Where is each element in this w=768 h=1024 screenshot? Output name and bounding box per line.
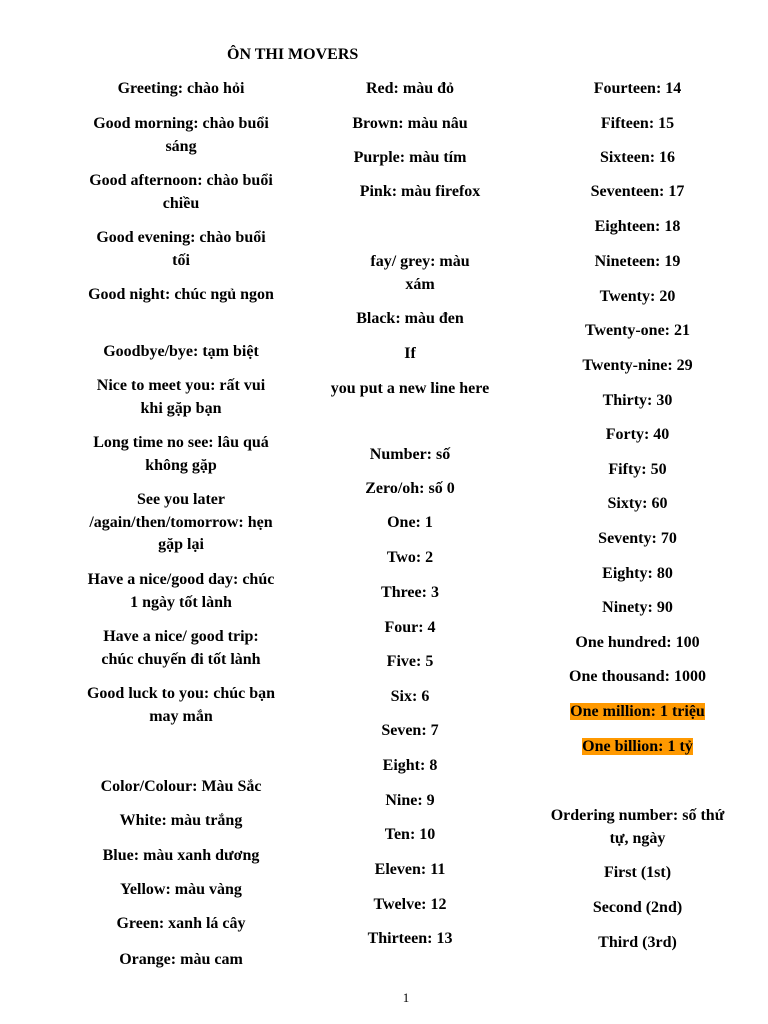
vocab-entry: Pink: màu firefox — [359, 183, 481, 200]
vocab-entry: Orange: màu cam — [119, 951, 243, 968]
vocab-entry: Sixteen: 16 — [599, 149, 676, 166]
vocab-entry: Fifty: 50 — [608, 461, 667, 478]
vocab-entry: Fourteen: 14 — [593, 80, 682, 97]
vocab-entry: Forty: 40 — [605, 426, 670, 443]
vocab-entry: One hundred: 100 — [575, 634, 700, 651]
vocab-entry: Seventeen: 17 — [590, 183, 685, 200]
vocab-entry: Four: 4 — [384, 619, 436, 636]
vocab-entry: Good morning: chào buổi sáng — [93, 115, 269, 155]
vocab-entry: Ninety: 90 — [602, 599, 673, 616]
page-title: ÔN THI MOVERS — [227, 46, 359, 63]
vocab-entry: Blue: màu xanh dương — [102, 847, 260, 864]
numbers-ordinals-column — [545, 78, 730, 978]
vocab-entry: Goodbye/bye: tạm biệt — [103, 343, 259, 360]
vocab-entry: Have a nice/good day: chúc 1 ngày tốt lành — [87, 571, 275, 611]
vocab-entry: Sixty: 60 — [607, 495, 668, 512]
vocab-entry: Fifteen: 15 — [600, 115, 675, 132]
vocab-entry: Eight: 8 — [382, 757, 438, 774]
vocab-entry-highlighted — [545, 736, 730, 759]
vocab-entry: Thirteen: 13 — [367, 930, 453, 947]
vocab-entry: you put a new line here — [330, 380, 490, 397]
vocab-entry: Twenty-one: 21 — [584, 322, 691, 339]
vocab-entry: Five: 5 — [386, 653, 434, 670]
vocab-entry: Six: 6 — [390, 688, 430, 705]
vocab-entry: Zero/oh: số 0 — [365, 480, 455, 497]
vocab-entry: See you later /again/then/tomorrow: hẹn gặp lại — [89, 491, 273, 553]
vocab-entry: Seventy: 70 — [598, 530, 677, 547]
vocab-entry: Second (2nd) — [592, 899, 683, 916]
vocab-entry: First (1st) — [603, 864, 672, 881]
vocab-entry: Color/Colour: Màu Sắc — [100, 778, 262, 795]
vocab-entry: Black: màu đen — [356, 310, 464, 327]
vocab-entry: Ordering number: số thứ tự, ngày — [550, 807, 725, 847]
vocab-entry: One thousand: 1000 — [569, 668, 706, 685]
vocab-entry: Twenty-nine: 29 — [582, 357, 693, 374]
vocab-entry: Twelve: 12 — [373, 896, 447, 913]
vocab-entry: Greeting: chào hỏi — [117, 80, 245, 97]
vocab-entry: Seven: 7 — [381, 722, 439, 739]
vocab-entry: One: 1 — [387, 514, 433, 531]
vocab-entry: Nine: 9 — [385, 792, 435, 809]
vocab-entry: Ten: 10 — [384, 826, 436, 843]
vocab-entry: Number: số — [369, 446, 451, 463]
vocab-entry: Two: 2 — [386, 549, 434, 566]
vocab-entry: Good luck to you: chúc bạn may mắn — [86, 685, 276, 725]
page-number: 1 — [402, 990, 410, 1005]
vocab-entry: Nineteen: 19 — [594, 253, 681, 270]
vocab-entry: Eleven: 11 — [374, 861, 446, 878]
vocab-entry-highlighted — [545, 701, 730, 724]
vocab-entry: fay/ grey: màu xám — [370, 253, 470, 293]
vocab-entry: Eighteen: 18 — [594, 218, 681, 235]
vocab-entry: Yellow: màu vàng — [120, 881, 242, 898]
vocab-entry: If — [404, 345, 416, 362]
vocab-entry: White: màu trắng — [119, 812, 243, 829]
vocab-entry: Red: màu đỏ — [365, 80, 454, 97]
vocab-entry: Third (3rd) — [598, 934, 677, 951]
greetings-column — [86, 78, 276, 978]
vocab-entry: Long time no see: lâu quá không gặp — [93, 434, 269, 474]
vocab-entry: Have a nice/ good trip: chúc chuyến đi tốt lành — [101, 628, 261, 668]
highlight-mark: One million: 1 triệu — [570, 703, 705, 720]
vocab-entry: Brown: màu nâu — [352, 115, 468, 132]
vocab-entry: Good night: chúc ngủ ngon — [88, 286, 274, 303]
vocab-entry: Good afternoon: chào buổi chiều — [89, 172, 273, 212]
vocab-entry: Twenty: 20 — [599, 288, 676, 305]
vocab-entry: Green: xanh lá cây — [116, 915, 246, 932]
vocab-entry: Nice to meet you: rất vui khi gặp bạn — [96, 377, 266, 417]
vocab-entry: Thirty: 30 — [602, 392, 673, 409]
highlight-mark: One billion: 1 tỷ — [582, 738, 693, 755]
vocab-entry: Purple: màu tím — [353, 149, 467, 166]
vocab-entry: Good evening: chào buổi tối — [96, 229, 266, 269]
colors-numbers-column — [315, 78, 505, 978]
vocab-entry: Eighty: 80 — [602, 565, 673, 582]
vocab-entry: Three: 3 — [381, 584, 439, 601]
